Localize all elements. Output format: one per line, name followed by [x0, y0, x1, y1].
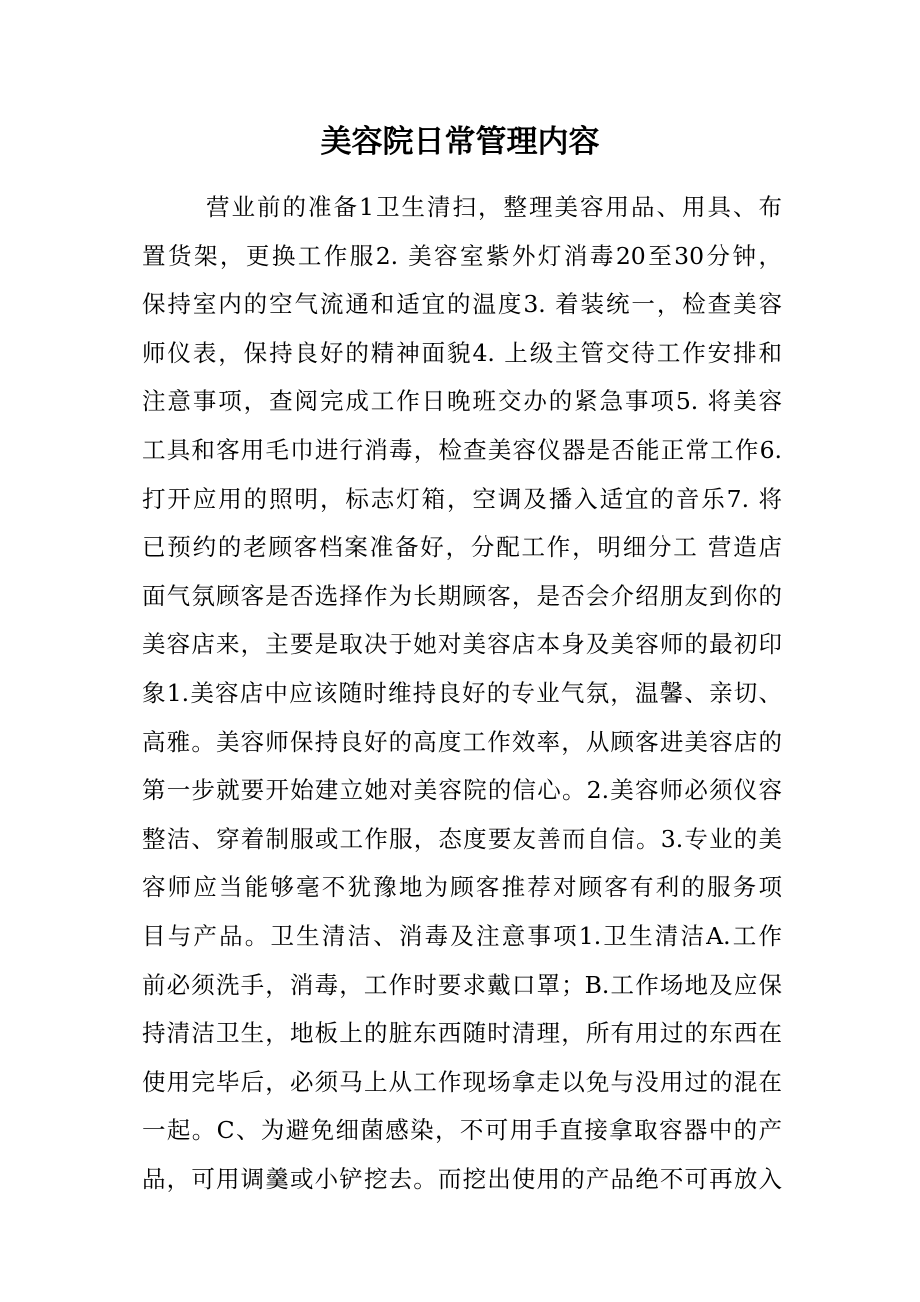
body-line: 美容店来，主要是取决于她对美容店本身及美容师的最初印 — [142, 630, 782, 659]
body-line: 目与产品。卫生清洁、消毒及注意事项1.卫生清洁A.工作 — [142, 921, 782, 950]
body-line: 师仪表，保持良好的精神面貌4. 上级主管交待工作安排和 — [142, 338, 782, 367]
body-line: 使用完毕后，必须马上从工作现场拿走以免与没用过的混在 — [142, 1067, 782, 1096]
body-line: 高雅。美容师保持良好的高度工作效率，从顾客进美容店的 — [142, 727, 782, 756]
body-line: 保持室内的空气流通和适宜的温度3. 着装统一，检查美容 — [142, 290, 782, 319]
body-line: 置货架，更换工作服2. 美容室紫外灯消毒20至30分钟， — [142, 241, 782, 270]
body-line: 象1.美容店中应该随时维持良好的专业气氛，温馨、亲切、 — [142, 678, 782, 707]
body-line: 已预约的老顾客档案准备好，分配工作，明细分工 营造店 — [142, 533, 782, 562]
body-line: 整洁、穿着制服或工作服，态度要友善而自信。3.专业的美 — [142, 824, 782, 853]
body-line: 面气氛顾客是否选择作为长期顾客，是否会介绍朋友到你的 — [142, 581, 782, 610]
body-line: 容师应当能够毫不犹豫地为顾客推荐对顾客有利的服务项 — [142, 873, 782, 902]
body-line: 一起。C、为避免细菌感染，不可用手直接拿取容器中的产 — [142, 1116, 782, 1145]
body-line: 营业前的准备1卫生清扫，整理美容用品、用具、布 — [206, 193, 782, 221]
body-line: 品，可用调羹或小铲挖去。而挖出使用的产品绝不可再放入 — [142, 1164, 782, 1193]
body-line: 工具和客用毛巾进行消毒，检查美容仪器是否能正常工作6. — [142, 435, 782, 464]
body-line: 打开应用的照明，标志灯箱，空调及播入适宜的音乐7. 将 — [142, 484, 782, 513]
document-title: 美容院日常管理内容 — [320, 124, 600, 160]
body-line: 持清洁卫生，地板上的脏东西随时清理，所有用过的东西在 — [142, 1019, 782, 1048]
body-line: 第一步就要开始建立她对美容院的信心。2.美容师必须仪容 — [142, 776, 782, 805]
body-line: 前必须洗手，消毒，工作时要求戴口罩；B.工作场地及应保 — [142, 970, 782, 999]
document-body — [142, 183, 782, 1203]
body-line: 注意事项，查阅完成工作日晚班交办的紧急事项5. 将美容 — [142, 387, 782, 416]
